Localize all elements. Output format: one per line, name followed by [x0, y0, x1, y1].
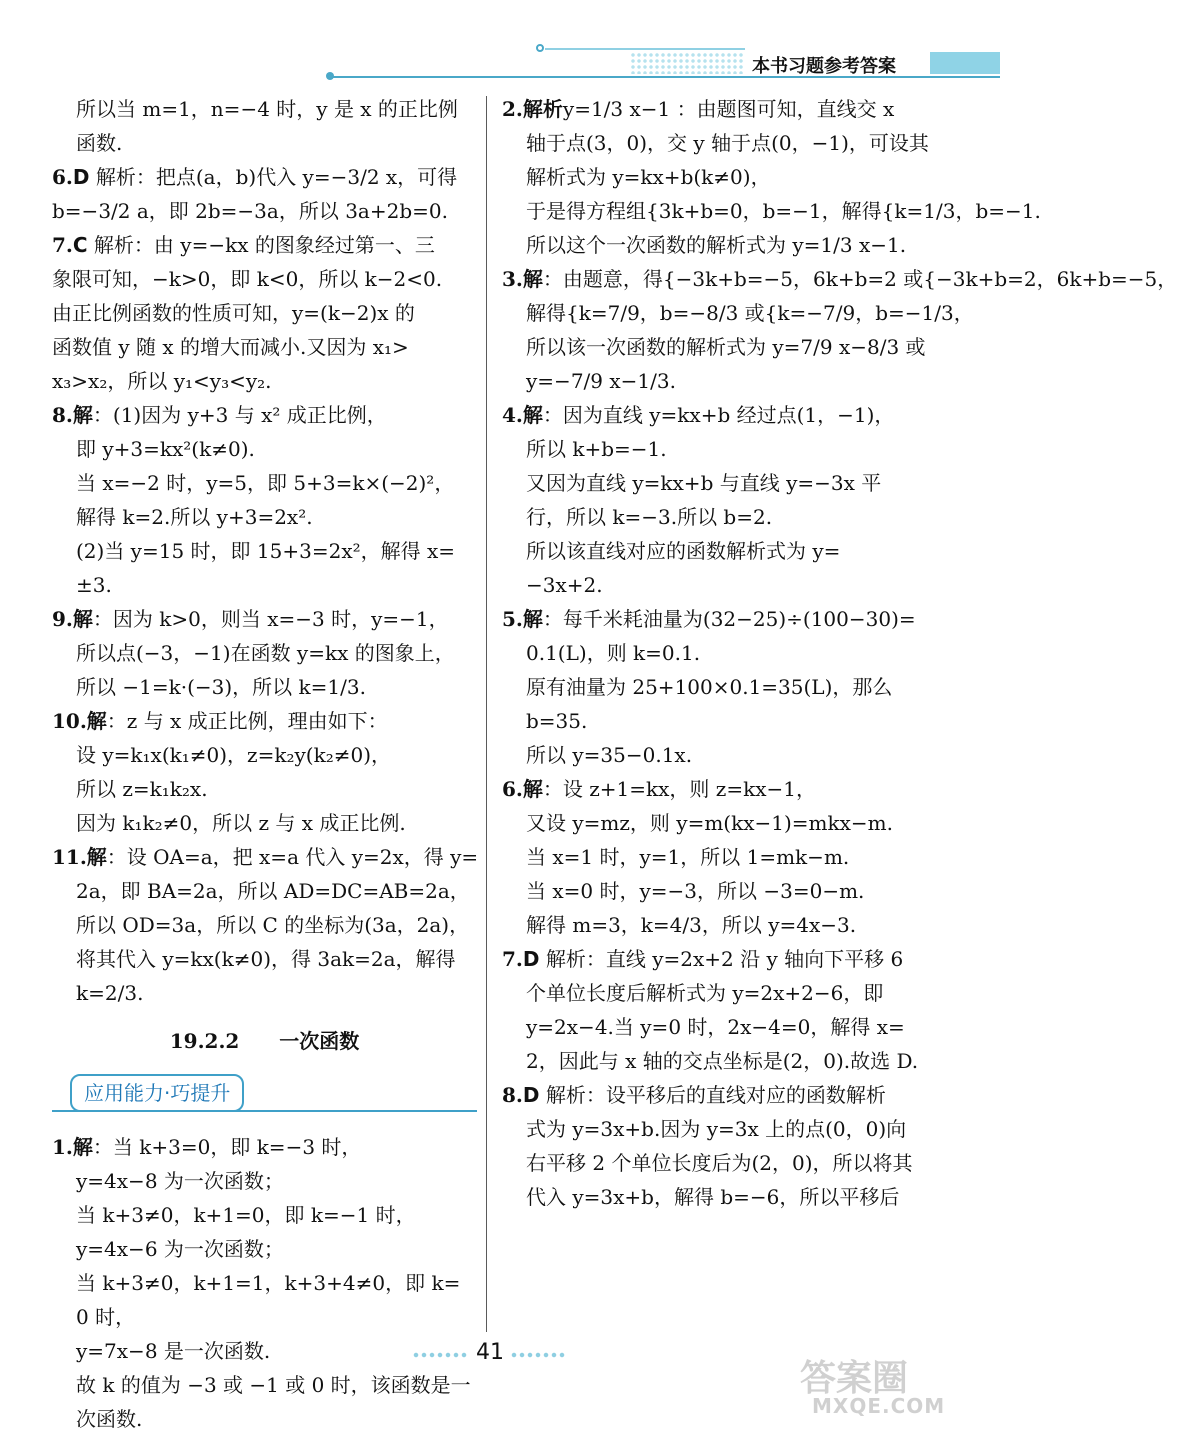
- answer-text: y=2x−4.当 y=0 时，2x−4=0，解得 x=: [526, 1015, 905, 1039]
- answer-text: 2，因此与 x 轴的交点坐标是(2，0).故选 D.: [526, 1049, 919, 1073]
- right-column: [502, 92, 1177, 1214]
- text-line: [502, 738, 932, 772]
- section-number: 19.2.2: [169, 1029, 240, 1053]
- text-line: [502, 534, 932, 568]
- answer-text: ：当 k+3=0，即 k=−3 时，: [92, 1135, 362, 1159]
- watermark-sub: MXQE.COM: [812, 1394, 946, 1418]
- text-line: [502, 568, 932, 602]
- watermark-logo: [800, 1350, 990, 1430]
- text-line: [52, 160, 477, 194]
- question-number: 8.: [52, 403, 73, 427]
- answer-text: ：因为 k>0，则当 x=−3 时，y=−1，: [92, 607, 449, 631]
- answer-text: 解析：把点(a，b)代入 y=−3/2 x，可得: [89, 165, 458, 189]
- text-line: [52, 670, 477, 704]
- answer-text: 象限可知，−k>0，即 k<0，所以 k−2<0.: [52, 267, 443, 291]
- text-line: [502, 602, 932, 636]
- answer-text: 所以这个一次函数的解析式为 y=1/3 x−1.: [526, 233, 907, 257]
- question-number: 9.: [52, 607, 73, 631]
- answer-tag: 解: [522, 403, 543, 427]
- page-header-title: 本书习题参考答案: [752, 56, 896, 77]
- text-line: [52, 568, 477, 602]
- answer-text: −3x+2.: [526, 573, 603, 597]
- answer-text: b=35.: [526, 709, 588, 733]
- section-title: [52, 1024, 477, 1058]
- answer-text: y=4x−6 为一次函数；: [76, 1237, 284, 1261]
- text-line: [52, 296, 477, 330]
- answer-text: k=2/3.: [76, 981, 144, 1005]
- text-line: [502, 976, 932, 1010]
- text-line: [52, 1300, 477, 1334]
- answer-text: 所以 k+b=−1.: [526, 437, 667, 461]
- text-line: [52, 874, 477, 908]
- text-line: [52, 840, 477, 874]
- answer-text: 个单位长度后解析式为 y=2x+2−6，即: [526, 981, 884, 1005]
- text-line: [502, 1180, 932, 1214]
- answer-text: 解得 k=2.所以 y+3=2x².: [76, 505, 313, 529]
- text-line: [502, 194, 1041, 228]
- answer-text: y=4x−8 为一次函数；: [76, 1169, 284, 1193]
- answer-text: 解析式为 y=kx+b(k≠0)，: [526, 165, 771, 189]
- question-number: 11.: [52, 845, 87, 869]
- text-line: [52, 1198, 477, 1232]
- text-line: [502, 636, 932, 670]
- text-line: [502, 874, 932, 908]
- text-line: [52, 466, 477, 500]
- text-line: [502, 942, 932, 976]
- answer-text: 0.1(L)，则 k=0.1.: [526, 641, 701, 665]
- answer-text: 所以 OD=3a，所以 C 的坐标为(3a，2a)，: [76, 913, 470, 937]
- header-band: [545, 48, 745, 50]
- answer-text: 解析：直线 y=2x+2 沿 y 轴向下平移 6: [539, 947, 904, 971]
- text-line: [502, 1078, 932, 1112]
- answer-text: y=7x−8 是一次函数.: [76, 1339, 271, 1363]
- answer-text: ：因为直线 y=kx+b 经过点(1，−1)，: [542, 403, 895, 427]
- answer-text: 所以 z=k₁k₂x.: [76, 777, 208, 801]
- text-line: [52, 126, 477, 160]
- answer-text: 又因为直线 y=kx+b 与直线 y=−3x 平: [526, 471, 882, 495]
- answer-tag: 解析: [522, 97, 563, 121]
- answer-text: 由正比例函数的性质可知，y=(k−2)x 的: [52, 301, 415, 325]
- answer-text: 轴于点(3，0)，交 y 轴于点(0，−1)，可设其: [526, 131, 929, 155]
- answer-text: 所以该一次函数的解析式为 y=7/9 x−8/3 或: [526, 335, 926, 359]
- question-number: 7.: [502, 947, 523, 971]
- question-number: 4.: [502, 403, 523, 427]
- answer-tag: 解: [522, 607, 543, 631]
- answer-text: ：(1)因为 y+3 与 x² 成正比例，: [92, 403, 387, 427]
- text-line: [502, 432, 932, 466]
- text-line: [502, 262, 1177, 296]
- text-line: [52, 194, 477, 228]
- text-line: [502, 1112, 932, 1146]
- text-line: [52, 330, 477, 364]
- text-line: [502, 126, 932, 160]
- section-name: 一次函数: [279, 1029, 360, 1053]
- answer-text: 解析：由 y=−kx 的图象经过第一、三: [87, 233, 435, 257]
- text-line: [502, 1010, 932, 1044]
- answer-text: 当 k+3≠0，k+1=0，即 k=−1 时，: [76, 1203, 416, 1227]
- question-number: 6.: [502, 777, 523, 801]
- question-number: 6.: [52, 165, 73, 189]
- answer-text: 将其代入 y=kx(k≠0)，得 3ak=2a，解得: [76, 947, 456, 971]
- answer-text: 因为 k₁k₂≠0，所以 z 与 x 成正比例.: [76, 811, 406, 835]
- column-divider: [486, 96, 487, 1332]
- text-line: [52, 364, 477, 398]
- text-line: [502, 840, 932, 874]
- answer-text: ：设 z+1=kx，则 z=kx−1，: [542, 777, 816, 801]
- left-column: [52, 92, 477, 1436]
- text-line: [52, 1402, 477, 1436]
- left-answers-2: [52, 1130, 477, 1436]
- text-line: [502, 1146, 932, 1180]
- answer-text: 0 时，: [76, 1305, 136, 1329]
- answer-tag: 解: [72, 607, 93, 631]
- answer-text: 当 x=1 时，y=1，所以 1=mk−m.: [526, 845, 850, 869]
- left-answers: [52, 92, 477, 1010]
- answer-text: ：由题意，得{−3k+b=−5，6k+b=2 或{−3k+b=2，6k+b=−5，: [542, 267, 1177, 291]
- answer-text: (2)当 y=15 时，即 15+3=2x²，解得 x=: [76, 539, 456, 563]
- answer-text: ：每千米耗油量为(32−25)÷(100−30)=: [542, 607, 916, 631]
- answer-text: 解得{k=7/9，b=−8/3 或{k=−7/9，b=−1/3，: [526, 301, 974, 325]
- question-number: 7.: [52, 233, 73, 257]
- answer-text: 所以 y=35−0.1x.: [526, 743, 693, 767]
- question-number: 3.: [502, 267, 523, 291]
- question-number: 2.: [502, 97, 523, 121]
- header-ring-icon: [536, 44, 544, 52]
- text-line: [52, 500, 477, 534]
- answer-text: 解析：设平移后的直线对应的函数解析: [539, 1083, 886, 1107]
- text-line: [52, 228, 477, 262]
- text-line: [52, 738, 477, 772]
- header-dot-icon: [326, 72, 334, 80]
- answer-text: 式为 y=3x+b.因为 y=3x 上的点(0，0)向: [526, 1117, 907, 1141]
- text-line: [502, 704, 932, 738]
- header-dot-pattern: [630, 52, 745, 74]
- answer-text: y=1/3 x−1: [562, 97, 677, 121]
- answer-text: 所以当 m=1，n=−4 时，y 是 x 的正比例: [76, 97, 458, 121]
- text-line: [502, 330, 932, 364]
- question-number: 5.: [502, 607, 523, 631]
- answer-tag: 解: [72, 1135, 93, 1159]
- watermark-main: 答案圈: [800, 1358, 909, 1399]
- text-line: [502, 772, 932, 806]
- text-line: [502, 670, 932, 704]
- answer-tag: D: [72, 165, 90, 189]
- answer-text: 2a，即 BA=2a，所以 AD=DC=AB=2a，: [76, 879, 470, 903]
- answer-text: 即 y+3=kx²(k≠0).: [76, 437, 255, 461]
- answer-text: 设 y=k₁x(k₁≠0)，z=k₂y(k₂≠0)，: [76, 743, 392, 767]
- answer-text: 所以该直线对应的函数解析式为 y=: [526, 539, 841, 563]
- text-line: [52, 704, 477, 738]
- answer-tag: D: [522, 1083, 540, 1107]
- text-line: [502, 160, 932, 194]
- answer-tag: 解: [522, 777, 543, 801]
- answer-tag: D: [522, 947, 540, 971]
- badge-label: 应用能力·巧提升: [70, 1074, 244, 1112]
- text-line: [502, 296, 974, 330]
- answer-text: 所以 −1=k·(−3)，所以 k=1/3.: [76, 675, 366, 699]
- answer-text: 故 k 的值为 −3 或 −1 或 0 时，该函数是一: [76, 1373, 471, 1397]
- section-badge: [52, 1068, 477, 1116]
- text-line: [502, 500, 932, 534]
- answer-text: 代入 y=3x+b，解得 b=−6，所以平移后: [526, 1185, 900, 1209]
- text-line: [52, 262, 477, 296]
- text-line: [52, 772, 477, 806]
- page-number-deco-left: [412, 1350, 468, 1360]
- page-number: 41: [476, 1340, 504, 1365]
- text-line: [502, 398, 932, 432]
- answer-text: ±3.: [76, 573, 112, 597]
- answer-tag: C: [72, 233, 88, 257]
- question-number: 10.: [52, 709, 87, 733]
- answer-tag: 解: [86, 709, 107, 733]
- text-line: [52, 942, 477, 976]
- text-line: [502, 466, 932, 500]
- text-line: [502, 364, 932, 398]
- answer-text: 又设 y=mz，则 y=m(kx−1)=mkx−m.: [526, 811, 893, 835]
- answer-text: 所以点(−3，−1)在函数 y=kx 的图象上，: [76, 641, 455, 665]
- text-line: [52, 976, 477, 1010]
- text-line: [52, 1130, 477, 1164]
- text-line: [52, 636, 477, 670]
- text-line: [52, 602, 477, 636]
- answer-tag: 解: [522, 267, 543, 291]
- answer-text: 当 x=0 时，y=−3，所以 −3=0−m.: [526, 879, 865, 903]
- answer-text: 次函数.: [76, 1407, 143, 1431]
- answer-text: ：由题图可知，直线交 x: [676, 97, 895, 121]
- header-tab: [930, 52, 1000, 74]
- page-number-deco-right: [510, 1350, 566, 1360]
- header-rule: [330, 76, 1000, 78]
- answer-text: 行，所以 k=−3.所以 b=2.: [526, 505, 773, 529]
- answer-text: ：设 OA=a，把 x=a 代入 y=2x，得 y=: [106, 845, 479, 869]
- text-line: [52, 534, 477, 568]
- answer-text: 函数.: [76, 131, 123, 155]
- text-line: [52, 908, 477, 942]
- text-line: [502, 92, 932, 126]
- question-number: 8.: [502, 1083, 523, 1107]
- text-line: [52, 92, 477, 126]
- answer-text: ：z 与 x 成正比例，理由如下：: [106, 709, 388, 733]
- text-line: [52, 1368, 477, 1402]
- answer-text: 当 x=−2 时，y=5，即 5+3=k×(−2)²，: [76, 471, 455, 495]
- answer-text: 解得 m=3，k=4/3，所以 y=4x−3.: [526, 913, 857, 937]
- answer-text: 函数值 y 随 x 的增大而减小.又因为 x₁>: [52, 335, 409, 359]
- text-line: [52, 1266, 477, 1300]
- answer-tag: 解: [72, 403, 93, 427]
- text-line: [52, 398, 477, 432]
- text-line: [52, 432, 477, 466]
- answer-text: 当 k+3≠0，k+1=1，k+3+4≠0，即 k=: [76, 1271, 461, 1295]
- answer-text: x₃>x₂，所以 y₁<y₃<y₂.: [52, 369, 272, 393]
- question-number: 1.: [52, 1135, 73, 1159]
- answer-text: 原有油量为 25+100×0.1=35(L)，那么: [526, 675, 893, 699]
- text-line: [502, 1044, 932, 1078]
- answer-text: 于是得方程组{3k+b=0，b=−1，解得{k=1/3，b=−1.: [526, 199, 1041, 223]
- text-line: [52, 1232, 477, 1266]
- text-line: [52, 806, 477, 840]
- text-line: [52, 1164, 477, 1198]
- answer-tag: 解: [86, 845, 107, 869]
- answer-text: b=−3/2 a，即 2b=−3a，所以 3a+2b=0.: [52, 199, 448, 223]
- text-line: [502, 908, 932, 942]
- text-line: [502, 806, 932, 840]
- answer-text: y=−7/9 x−1/3.: [526, 369, 676, 393]
- text-line: [502, 228, 932, 262]
- right-answers: [502, 92, 1177, 1214]
- answer-text: 右平移 2 个单位长度后为(2，0)，所以将其: [526, 1151, 913, 1175]
